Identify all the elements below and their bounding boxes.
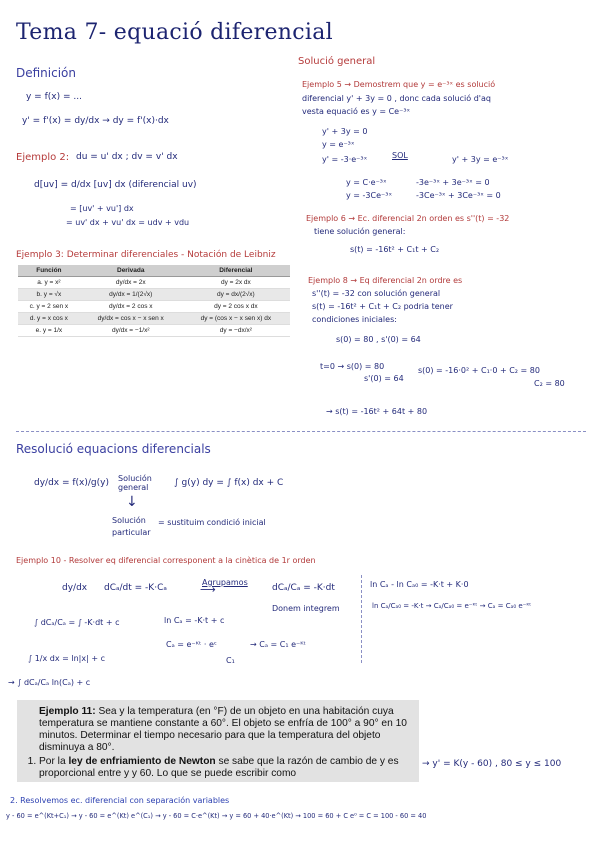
column-divider	[361, 575, 362, 663]
derivatives-table	[18, 265, 290, 337]
table-cell: dy = (cos x − x sen x) dx	[182, 313, 290, 325]
table-cell: e. y = 1/x	[18, 325, 80, 337]
ejemplo10-ln: ln Cₐ = -K·t + c	[164, 616, 225, 625]
table-row	[18, 277, 290, 289]
table-cell: dy/dx = cos x − x sen x	[80, 313, 182, 325]
ejemplo10-dydx: dy/dx	[62, 583, 88, 593]
ejemplo5-title: Ejemplo 5 → Demostrem que y = e⁻³ˣ es solució	[302, 80, 496, 89]
table-cell: dy = −dx/x²	[182, 325, 290, 337]
ejemplo11-note: → y' = K(y - 60) , 80 ≤ y ≤ 100	[422, 759, 562, 769]
table-cell: c. y = 2 sen x	[18, 301, 80, 313]
ejemplo11-list	[25, 756, 411, 780]
ejemplo5-step-3b: y' + 3y = e⁻³ˣ	[452, 155, 509, 164]
table-header-row	[18, 265, 290, 277]
ejemplo10-heading: Ejemplo 10 - Resolver eq diferencial corresponent a la cinètica de 1r orden	[16, 556, 316, 565]
table-cell: dy/dx = −1/x²	[80, 325, 182, 337]
ejemplo11-label: Ejemplo 11:	[39, 706, 96, 717]
ejemplo10-agrupamos: Agrupamos	[202, 578, 248, 587]
ejemplo10-c1: C₁	[226, 656, 235, 665]
resolucio-integral: ∫ g(y) dy = ∫ f(x) dx + C	[174, 478, 284, 488]
list-item	[39, 756, 411, 780]
ejemplo11-paragraph	[39, 706, 411, 754]
table-cell: dy/dx = 2 cos x	[80, 301, 182, 313]
resolucio-heading: Resolució equacions diferencials	[16, 442, 211, 456]
ejemplo2-line-2: = [uv' + vu'] dx	[70, 204, 134, 213]
resolucio-sol-general: Solución general	[118, 474, 152, 492]
right-arrow-icon: ⟶	[200, 583, 216, 596]
ejemplo5-line-2: diferencial y' + 3y = 0 , donc cada solució d'aq	[302, 94, 491, 103]
definicion-line-1: y = f(x) = ...	[26, 92, 82, 102]
ejemplo2-text: du = u' dx ; dv = v' dx	[76, 152, 178, 162]
table-cell: dy = 2 cos x dx	[182, 301, 290, 313]
down-arrow-icon: ↓	[126, 494, 138, 510]
ejemplo8-line-7: s'(0) = 64	[364, 374, 404, 383]
ejemplo2-line-1: d[uv] = d/dx [uv] dx (diferencial uv)	[34, 180, 197, 190]
ejemplo10-eq-2: dCₐ/Cₐ = -K·dt	[272, 583, 335, 593]
table-row	[18, 325, 290, 337]
table-cell: dy = dx/(2√x)	[182, 289, 290, 301]
table-header: Función	[18, 265, 80, 277]
ejemplo10-integral-rule: ∫ 1/x dx = ln|x| + c	[28, 654, 105, 663]
ejemplo10-right-2: ln Cₐ/Cₐ₀ = -K·t → Cₐ/Cₐ₀ = e⁻ᴷᵗ → Cₐ = Cₐ₀ e⁻ᴷᵗ	[372, 602, 532, 610]
ejemplo8-line-8: s(0) = -16·0² + C₁·0 + C₂ = 80	[418, 366, 540, 375]
ejemplo11-box	[17, 700, 419, 782]
ejemplo2-line-3: = uv' dx + vu' dx = udv + vdu	[66, 218, 190, 227]
ejemplo5-line-3: vesta equació es y = Ce⁻³ˣ	[302, 107, 411, 116]
table-row	[18, 289, 290, 301]
resolucio-particular-note: = sustituim condició inicial	[158, 518, 266, 527]
sol-label: SOL	[392, 151, 408, 160]
ejemplo5-step-5: y = -3Ce⁻³ˣ	[346, 191, 392, 200]
ejemplo8-line-9: C₂ = 80	[534, 379, 565, 388]
ejemplo5-step-5b: -3Ce⁻³ˣ + 3Ce⁻³ˣ = 0	[416, 191, 501, 200]
ejemplo8-line-6: t=0 → s(0) = 80	[320, 362, 385, 371]
ejemplo5-step-3: y' = -3·e⁻³ˣ	[322, 155, 368, 164]
ejemplo8-line-4: condiciones iniciales:	[312, 315, 397, 324]
ejemplo10-right-1: ln Cₐ - ln Cₐ₀ = -K·t + K·0	[370, 580, 469, 589]
ejemplo6-title: Ejemplo 6 → Ec. diferencial 2n orden es s''(t) = -32	[306, 214, 510, 223]
table-cell: a. y = x²	[18, 277, 80, 289]
ejemplo10-donem: Donem integrem	[272, 604, 340, 613]
ejemplo6-line-2: tiene solución general:	[314, 227, 406, 236]
page-title: Tema 7- equació diferencial	[16, 20, 333, 45]
table-header: Diferencial	[182, 265, 290, 277]
ejemplo2-heading: Ejemplo 2:	[16, 152, 70, 163]
ejemplo5-step-4b: -3e⁻³ˣ + 3e⁻³ˣ = 0	[416, 178, 490, 187]
resolucio-equation: dy/dx = f(x)/g(y)	[34, 478, 109, 488]
table-cell: dy/dx = 1/(2√x)	[80, 289, 182, 301]
definicion-heading: Definición	[16, 66, 76, 80]
table-row	[18, 301, 290, 313]
section-divider	[16, 431, 586, 432]
table-cell: b. y = √x	[18, 289, 80, 301]
resolucio-particular-1: Solución	[112, 516, 146, 525]
ejemplo8-title: Ejemplo 8 → Eq diferencial 2n ordre es	[308, 276, 463, 285]
final-heading: 2. Resolvemos ec. diferencial con separación variables	[10, 796, 230, 805]
ejemplo11-text: Sea y la temperatura (en °F) de un objeto en una habitación cuya temperatura se mantiene constante a 60°. El objeto se enfría de 100° a 90° en 10 minutos. Determinar el tiempo necesario para que la temperatura del objeto disminuya a 80°.	[39, 706, 407, 753]
ejemplo5-step-2: y = e⁻³ˣ	[322, 140, 355, 149]
ejemplo5-step-4: y = C·e⁻³ˣ	[346, 178, 387, 187]
ejemplo10-exp: Cₐ = e⁻ᴷᵗ · eᶜ	[166, 640, 217, 649]
ejemplo11-item-pre: Por la	[39, 756, 69, 767]
table-cell: dy/dx = 2x	[80, 277, 182, 289]
ejemplo10-integral-2: → ∫ dCₐ/Cₐ ln(Cₐ) + c	[8, 678, 91, 687]
definicion-line-2: y' = f'(x) = dy/dx → dy = f'(x)·dx	[22, 116, 169, 126]
ejemplo3-heading: Ejemplo 3: Determinar diferenciales - Notación de Leibniz	[16, 250, 276, 260]
ejemplo8-line-3: s(t) = -16t² + C₁t + C₂ podria tener	[312, 302, 453, 311]
solucion-general-heading: Solució general	[298, 56, 376, 67]
table-cell: dy = 2x dx	[182, 277, 290, 289]
table-cell: d. y = x cos x	[18, 313, 80, 325]
ejemplo10-result: → Cₐ = C₁ e⁻ᴷᵗ	[250, 640, 306, 649]
ejemplo5-step-1: y' + 3y = 0	[322, 127, 368, 136]
ejemplo6-line-3: s(t) = -16t² + C₁t + C₂	[350, 245, 440, 254]
ejemplo11-item-post: se sabe que la razón de cambio de y es proporcional entre y y 60. Lo que se puede escribir como	[39, 756, 399, 779]
final-line: y - 60 = e^(Kt+C₁) → y - 60 = e^(Kt) e^(C₁) → y - 60 = C·e^(Kt) → y = 60 + 40·e^(Kt) → 100 = 60 + C e⁰ = C = 100 - 60 = 40	[6, 812, 427, 820]
ejemplo8-line-10: → s(t) = -16t² + 64t + 80	[326, 407, 428, 416]
ejemplo10-integral: ∫ dCₐ/Cₐ = ∫ -K·dt + c	[34, 618, 120, 627]
table-row	[18, 313, 290, 325]
ejemplo10-eq-1: dCₐ/dt = -K·Cₐ	[104, 583, 167, 593]
ejemplo8-line-2: s''(t) = -32 con solución general	[312, 289, 441, 298]
resolucio-particular-2: particular	[112, 528, 151, 537]
ejemplo8-line-5: s(0) = 80 , s'(0) = 64	[336, 335, 421, 344]
table-header: Derivada	[80, 265, 182, 277]
ejemplo11-item-bold: ley de enfriamiento de Newton	[68, 756, 216, 767]
